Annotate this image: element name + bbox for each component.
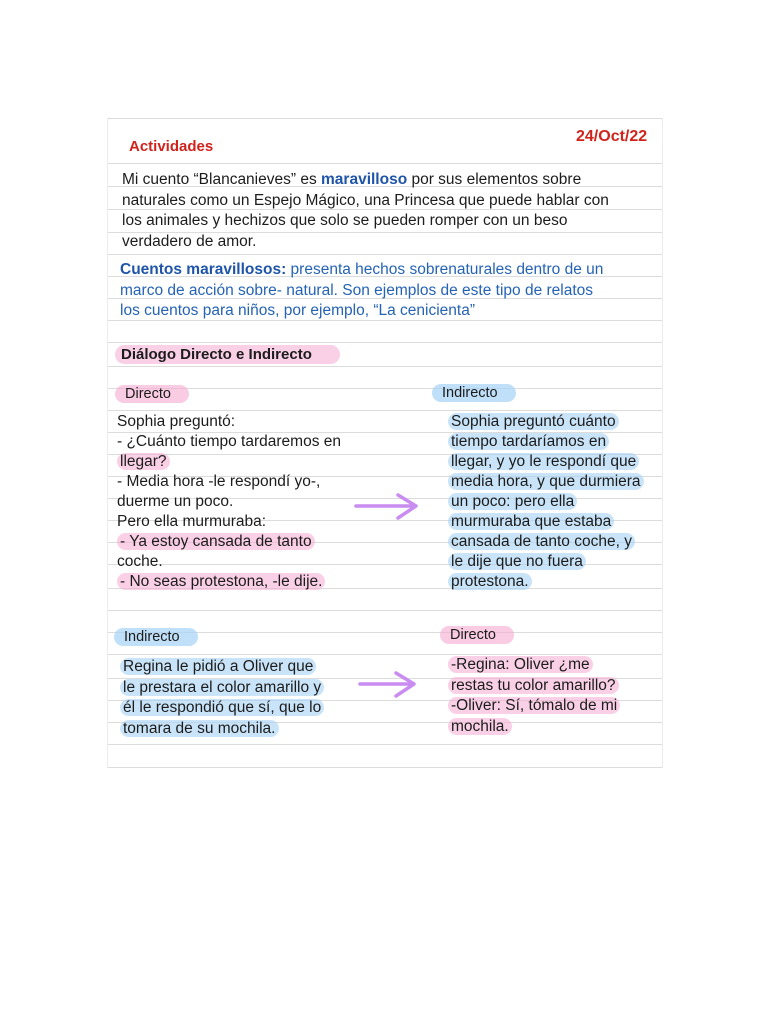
example2-left-text: [120, 657, 324, 739]
e1-right-line: murmuraba que estaba: [448, 513, 614, 530]
e2-right-line: -Regina: Oliver ¿me: [448, 656, 593, 673]
e1-right-line: cansada de tanto coche, y: [448, 533, 635, 550]
intro-line-3: los animales y hechizos que solo se pueden romper con un beso: [122, 212, 568, 229]
e1-right-line: un poco: pero ella: [448, 493, 577, 510]
e1-left-line: - No seas protestona, -le dije.: [117, 573, 325, 590]
e1-left-line: llegar?: [117, 453, 170, 470]
e1-left-line: coche.: [117, 553, 163, 570]
e1-right-line: le dije que no fuera: [448, 553, 586, 570]
intro-line-1: Mi cuento “Blancanieves” es maravilloso por sus elementos sobre: [122, 171, 582, 188]
definition-line-3: los cuentos para niños, por ejemplo, “La cenicienta”: [120, 302, 475, 319]
e2-left-line: él le respondió que sí, que lo: [120, 699, 324, 716]
arrow-right-icon: [356, 670, 420, 700]
arrow-right-icon: [352, 492, 422, 522]
intro-line-2: naturales como un Espejo Mágico, una Princesa que puede hablar con: [122, 191, 609, 209]
e1-left-line: Pero ella murmuraba:: [117, 513, 267, 530]
page-date: 24/Oct/22: [576, 128, 648, 145]
section-heading: Diálogo Directo e Indirecto: [115, 345, 340, 364]
example1-right-text: [448, 412, 644, 592]
e2-left-line: tomara de su mochila.: [120, 720, 279, 737]
page-title: Actividades: [129, 138, 214, 155]
e1-left-line: - Ya estoy cansada de tanto: [117, 533, 315, 550]
e2-right-line: mochila.: [448, 718, 512, 735]
definition-line-1: presenta hechos sobrenaturales dentro de un: [286, 261, 604, 278]
e1-right-line: media hora, y que durmiera: [448, 473, 644, 490]
intro-line-4: verdadero de amor.: [122, 232, 257, 250]
e1-right-line: protestona.: [448, 573, 532, 590]
e1-left-line: duerme un poco.: [117, 493, 234, 510]
e1-right-line: llegar, y yo le respondí que: [448, 453, 639, 470]
e2-left-line: Regina le pidió a Oliver que: [120, 658, 316, 675]
e1-left-line: Sophia preguntó:: [117, 413, 236, 430]
definition-term: Cuentos maravillosos:: [120, 261, 287, 278]
example2-left-tag: Indirecto: [114, 628, 198, 646]
example1-left-tag: Directo: [115, 385, 189, 403]
intro-paragraph: [122, 170, 609, 252]
highlighted-word: maravilloso: [321, 171, 408, 188]
e1-right-line: Sophia preguntó cuánto: [448, 413, 619, 430]
e2-left-line: le prestara el color amarillo y: [120, 679, 324, 696]
e1-left-line: - ¿Cuánto tiempo tardaremos en: [117, 433, 341, 450]
example1-right-tag: Indirecto: [432, 384, 516, 402]
e1-right-line: tiempo tardaríamos en: [448, 433, 609, 450]
example2-right-tag: Directo: [440, 626, 514, 644]
definition-paragraph: [120, 260, 603, 322]
e1-left-line: - Media hora -le respondí yo-,: [117, 473, 321, 490]
definition-line-2: marco de acción sobre- natural. Son ejemplos de este tipo de relatos: [120, 281, 594, 299]
example2-right-text: [448, 655, 620, 737]
e2-right-line: restas tu color amarillo?: [448, 677, 619, 694]
e2-right-line: -Oliver: Sí, tómalo de mi: [448, 697, 620, 714]
example1-left-text: [117, 412, 341, 592]
